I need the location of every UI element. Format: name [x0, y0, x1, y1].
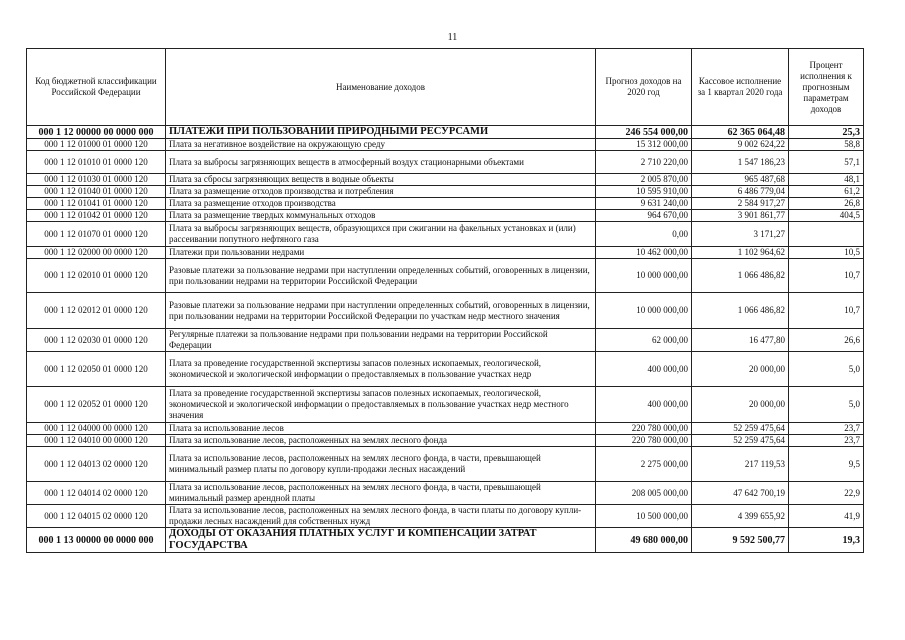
- header-executed: Кассовое исполнение за 1 квартал 2020 года: [692, 49, 789, 126]
- table-row: [27, 174, 864, 186]
- table-row: [27, 247, 864, 259]
- table-row: [27, 259, 864, 293]
- table-body: [27, 126, 864, 553]
- row-executed: 3 901 861,77: [692, 210, 789, 222]
- table-row: [27, 352, 864, 387]
- row-code: 000 1 12 01070 01 0000 120: [27, 222, 166, 247]
- row-code: 000 1 12 01042 01 0000 120: [27, 210, 166, 222]
- table-row: [27, 447, 864, 482]
- row-executed: 6 486 779,04: [692, 186, 789, 198]
- row-executed: 4 399 655,92: [692, 505, 789, 528]
- row-code: 000 1 12 02000 00 0000 120: [27, 247, 166, 259]
- row-executed: 217 119,53: [692, 447, 789, 482]
- table-row: [27, 435, 864, 447]
- row-percent: 61,2: [789, 186, 864, 198]
- row-percent: 41,9: [789, 505, 864, 528]
- row-percent: [789, 222, 864, 247]
- row-name: Плата за выбросы загрязняющих веществ в атмосферный воздух стационарными объектами: [166, 151, 596, 174]
- row-forecast: 400 000,00: [596, 352, 692, 387]
- row-name: Плата за негативное воздействие на окружающую среду: [166, 139, 596, 151]
- row-percent: 26,8: [789, 198, 864, 210]
- revenue-table: [26, 48, 864, 553]
- row-name: Плата за использование лесов, расположенных на землях лесного фонда, в части, превышающей минимальный размер арендной платы: [166, 482, 596, 505]
- table-row: [27, 186, 864, 198]
- row-name: ПЛАТЕЖИ ПРИ ПОЛЬЗОВАНИИ ПРИРОДНЫМИ РЕСУРСАМИ: [166, 126, 596, 139]
- row-name: Плата за проведение государственной экспертизы запасов полезных ископаемых, геологической, экономической и экологической информации о предоставляемых в пользование участках недр местного значения: [166, 387, 596, 423]
- table-row: [27, 528, 864, 553]
- row-percent: 58,8: [789, 139, 864, 151]
- row-percent: 9,5: [789, 447, 864, 482]
- table-row: [27, 293, 864, 329]
- row-code: 000 1 12 01030 01 0000 120: [27, 174, 166, 186]
- row-name: ДОХОДЫ ОТ ОКАЗАНИЯ ПЛАТНЫХ УСЛУГ И КОМПЕНСАЦИИ ЗАТРАТ ГОСУДАРСТВА: [166, 528, 596, 553]
- table-row: [27, 198, 864, 210]
- row-forecast: 246 554 000,00: [596, 126, 692, 139]
- row-code: 000 1 12 01000 01 0000 120: [27, 139, 166, 151]
- row-percent: 23,7: [789, 423, 864, 435]
- row-percent: 5,0: [789, 387, 864, 423]
- row-forecast: 0,00: [596, 222, 692, 247]
- row-name: Плата за использование лесов, расположенных на землях лесного фонда, в части, превышающей минимальный размер платы по договору купли-продажи лесных насаждений: [166, 447, 596, 482]
- table-row: [27, 139, 864, 151]
- row-code: 000 1 12 02030 01 0000 120: [27, 329, 166, 352]
- table-row: [27, 505, 864, 528]
- row-name: Плата за использование лесов: [166, 423, 596, 435]
- row-forecast: 62 000,00: [596, 329, 692, 352]
- row-forecast: 2 005 870,00: [596, 174, 692, 186]
- row-name: Регулярные платежи за пользование недрами при пользовании недрами на территории Российской Федерации: [166, 329, 596, 352]
- table-row: [27, 387, 864, 423]
- row-executed: 3 171,27: [692, 222, 789, 247]
- row-name: Плата за размещение отходов производства: [166, 198, 596, 210]
- header-name: Наименование доходов: [166, 49, 596, 126]
- row-percent: 19,3: [789, 528, 864, 553]
- row-percent: 5,0: [789, 352, 864, 387]
- row-percent: 10,5: [789, 247, 864, 259]
- row-forecast: 10 462 000,00: [596, 247, 692, 259]
- row-forecast: 400 000,00: [596, 387, 692, 423]
- row-forecast: 10 000 000,00: [596, 293, 692, 329]
- row-code: 000 1 12 02050 01 0000 120: [27, 352, 166, 387]
- row-forecast: 2 275 000,00: [596, 447, 692, 482]
- row-name: Плата за использование лесов, расположенных на землях лесного фонда: [166, 435, 596, 447]
- row-code: 000 1 13 00000 00 0000 000: [27, 528, 166, 553]
- row-forecast: 220 780 000,00: [596, 423, 692, 435]
- row-code: 000 1 12 04013 02 0000 120: [27, 447, 166, 482]
- row-code: 000 1 12 02010 01 0000 120: [27, 259, 166, 293]
- row-executed: 1 066 486,82: [692, 259, 789, 293]
- row-forecast: 10 595 910,00: [596, 186, 692, 198]
- table-row: [27, 151, 864, 174]
- row-percent: 26,6: [789, 329, 864, 352]
- row-name: Разовые платежи за пользование недрами при наступлении определенных событий, оговоренных в лицензии, при пользовании недрами на территории Российской Федерации по участкам недр местного значения: [166, 293, 596, 329]
- row-code: 000 1 12 04010 00 0000 120: [27, 435, 166, 447]
- row-forecast: 220 780 000,00: [596, 435, 692, 447]
- row-executed: 9 002 624,22: [692, 139, 789, 151]
- row-name: Плата за сбросы загрязняющих веществ в водные объекты: [166, 174, 596, 186]
- row-forecast: 9 631 240,00: [596, 198, 692, 210]
- row-percent: 10,7: [789, 259, 864, 293]
- row-name: Разовые платежи за пользование недрами при наступлении определенных событий, оговоренных в лицензии, при пользовании недрами на территории Российской Федерации: [166, 259, 596, 293]
- row-executed: 965 487,68: [692, 174, 789, 186]
- row-code: 000 1 12 04014 02 0000 120: [27, 482, 166, 505]
- table-row: [27, 482, 864, 505]
- row-forecast: 15 312 000,00: [596, 139, 692, 151]
- row-executed: 52 259 475,64: [692, 435, 789, 447]
- row-code: 000 1 12 04000 00 0000 120: [27, 423, 166, 435]
- row-forecast: 49 680 000,00: [596, 528, 692, 553]
- row-code: 000 1 12 01010 01 0000 120: [27, 151, 166, 174]
- row-name: Плата за размещение твердых коммунальных отходов: [166, 210, 596, 222]
- row-executed: 1 102 964,62: [692, 247, 789, 259]
- row-percent: 10,7: [789, 293, 864, 329]
- row-name: Плата за использование лесов, расположенных на землях лесного фонда, в части платы по договору купли-продажи лесных насаждений для собственных нужд: [166, 505, 596, 528]
- row-forecast: 208 005 000,00: [596, 482, 692, 505]
- row-code: 000 1 12 02052 01 0000 120: [27, 387, 166, 423]
- row-code: 000 1 12 01040 01 0000 120: [27, 186, 166, 198]
- row-name: Плата за проведение государственной экспертизы запасов полезных ископаемых, геологической, экономической и экологической информации о предоставляемых в пользование участках недр: [166, 352, 596, 387]
- row-forecast: 10 000 000,00: [596, 259, 692, 293]
- row-executed: 1 547 186,23: [692, 151, 789, 174]
- row-executed: 20 000,00: [692, 352, 789, 387]
- table-header-row: [27, 49, 864, 126]
- row-executed: 62 365 064,48: [692, 126, 789, 139]
- row-name: Платежи при пользовании недрами: [166, 247, 596, 259]
- row-percent: 25,3: [789, 126, 864, 139]
- page-number: 11: [447, 32, 458, 43]
- row-percent: 23,7: [789, 435, 864, 447]
- row-percent: 404,5: [789, 210, 864, 222]
- header-forecast: Прогноз доходов на 2020 год: [596, 49, 692, 126]
- table-row: [27, 423, 864, 435]
- row-code: 000 1 12 04015 02 0000 120: [27, 505, 166, 528]
- row-percent: 22,9: [789, 482, 864, 505]
- row-executed: 47 642 700,19: [692, 482, 789, 505]
- row-percent: 57,1: [789, 151, 864, 174]
- row-executed: 16 477,80: [692, 329, 789, 352]
- header-code: Код бюджетной классификации Российской Федерации: [27, 49, 166, 126]
- row-forecast: 2 710 220,00: [596, 151, 692, 174]
- row-forecast: 964 670,00: [596, 210, 692, 222]
- row-executed: 1 066 486,82: [692, 293, 789, 329]
- row-executed: 9 592 500,77: [692, 528, 789, 553]
- row-executed: 20 000,00: [692, 387, 789, 423]
- row-executed: 2 584 917,27: [692, 198, 789, 210]
- row-name: Плата за выбросы загрязняющих веществ, образующихся при сжигании на факельных установках и (или) рассеивании попутного нефтяного газа: [166, 222, 596, 247]
- row-code: 000 1 12 02012 01 0000 120: [27, 293, 166, 329]
- row-percent: 48,1: [789, 174, 864, 186]
- table-row: [27, 222, 864, 247]
- row-code: 000 1 12 00000 00 0000 000: [27, 126, 166, 139]
- row-executed: 52 259 475,64: [692, 423, 789, 435]
- row-code: 000 1 12 01041 01 0000 120: [27, 198, 166, 210]
- row-name: Плата за размещение отходов производства и потребления: [166, 186, 596, 198]
- table-row: [27, 210, 864, 222]
- row-forecast: 10 500 000,00: [596, 505, 692, 528]
- table-row: [27, 329, 864, 352]
- table-row: [27, 126, 864, 139]
- header-percent: Процент исполнения к прогнозным параметрам доходов: [789, 49, 864, 126]
